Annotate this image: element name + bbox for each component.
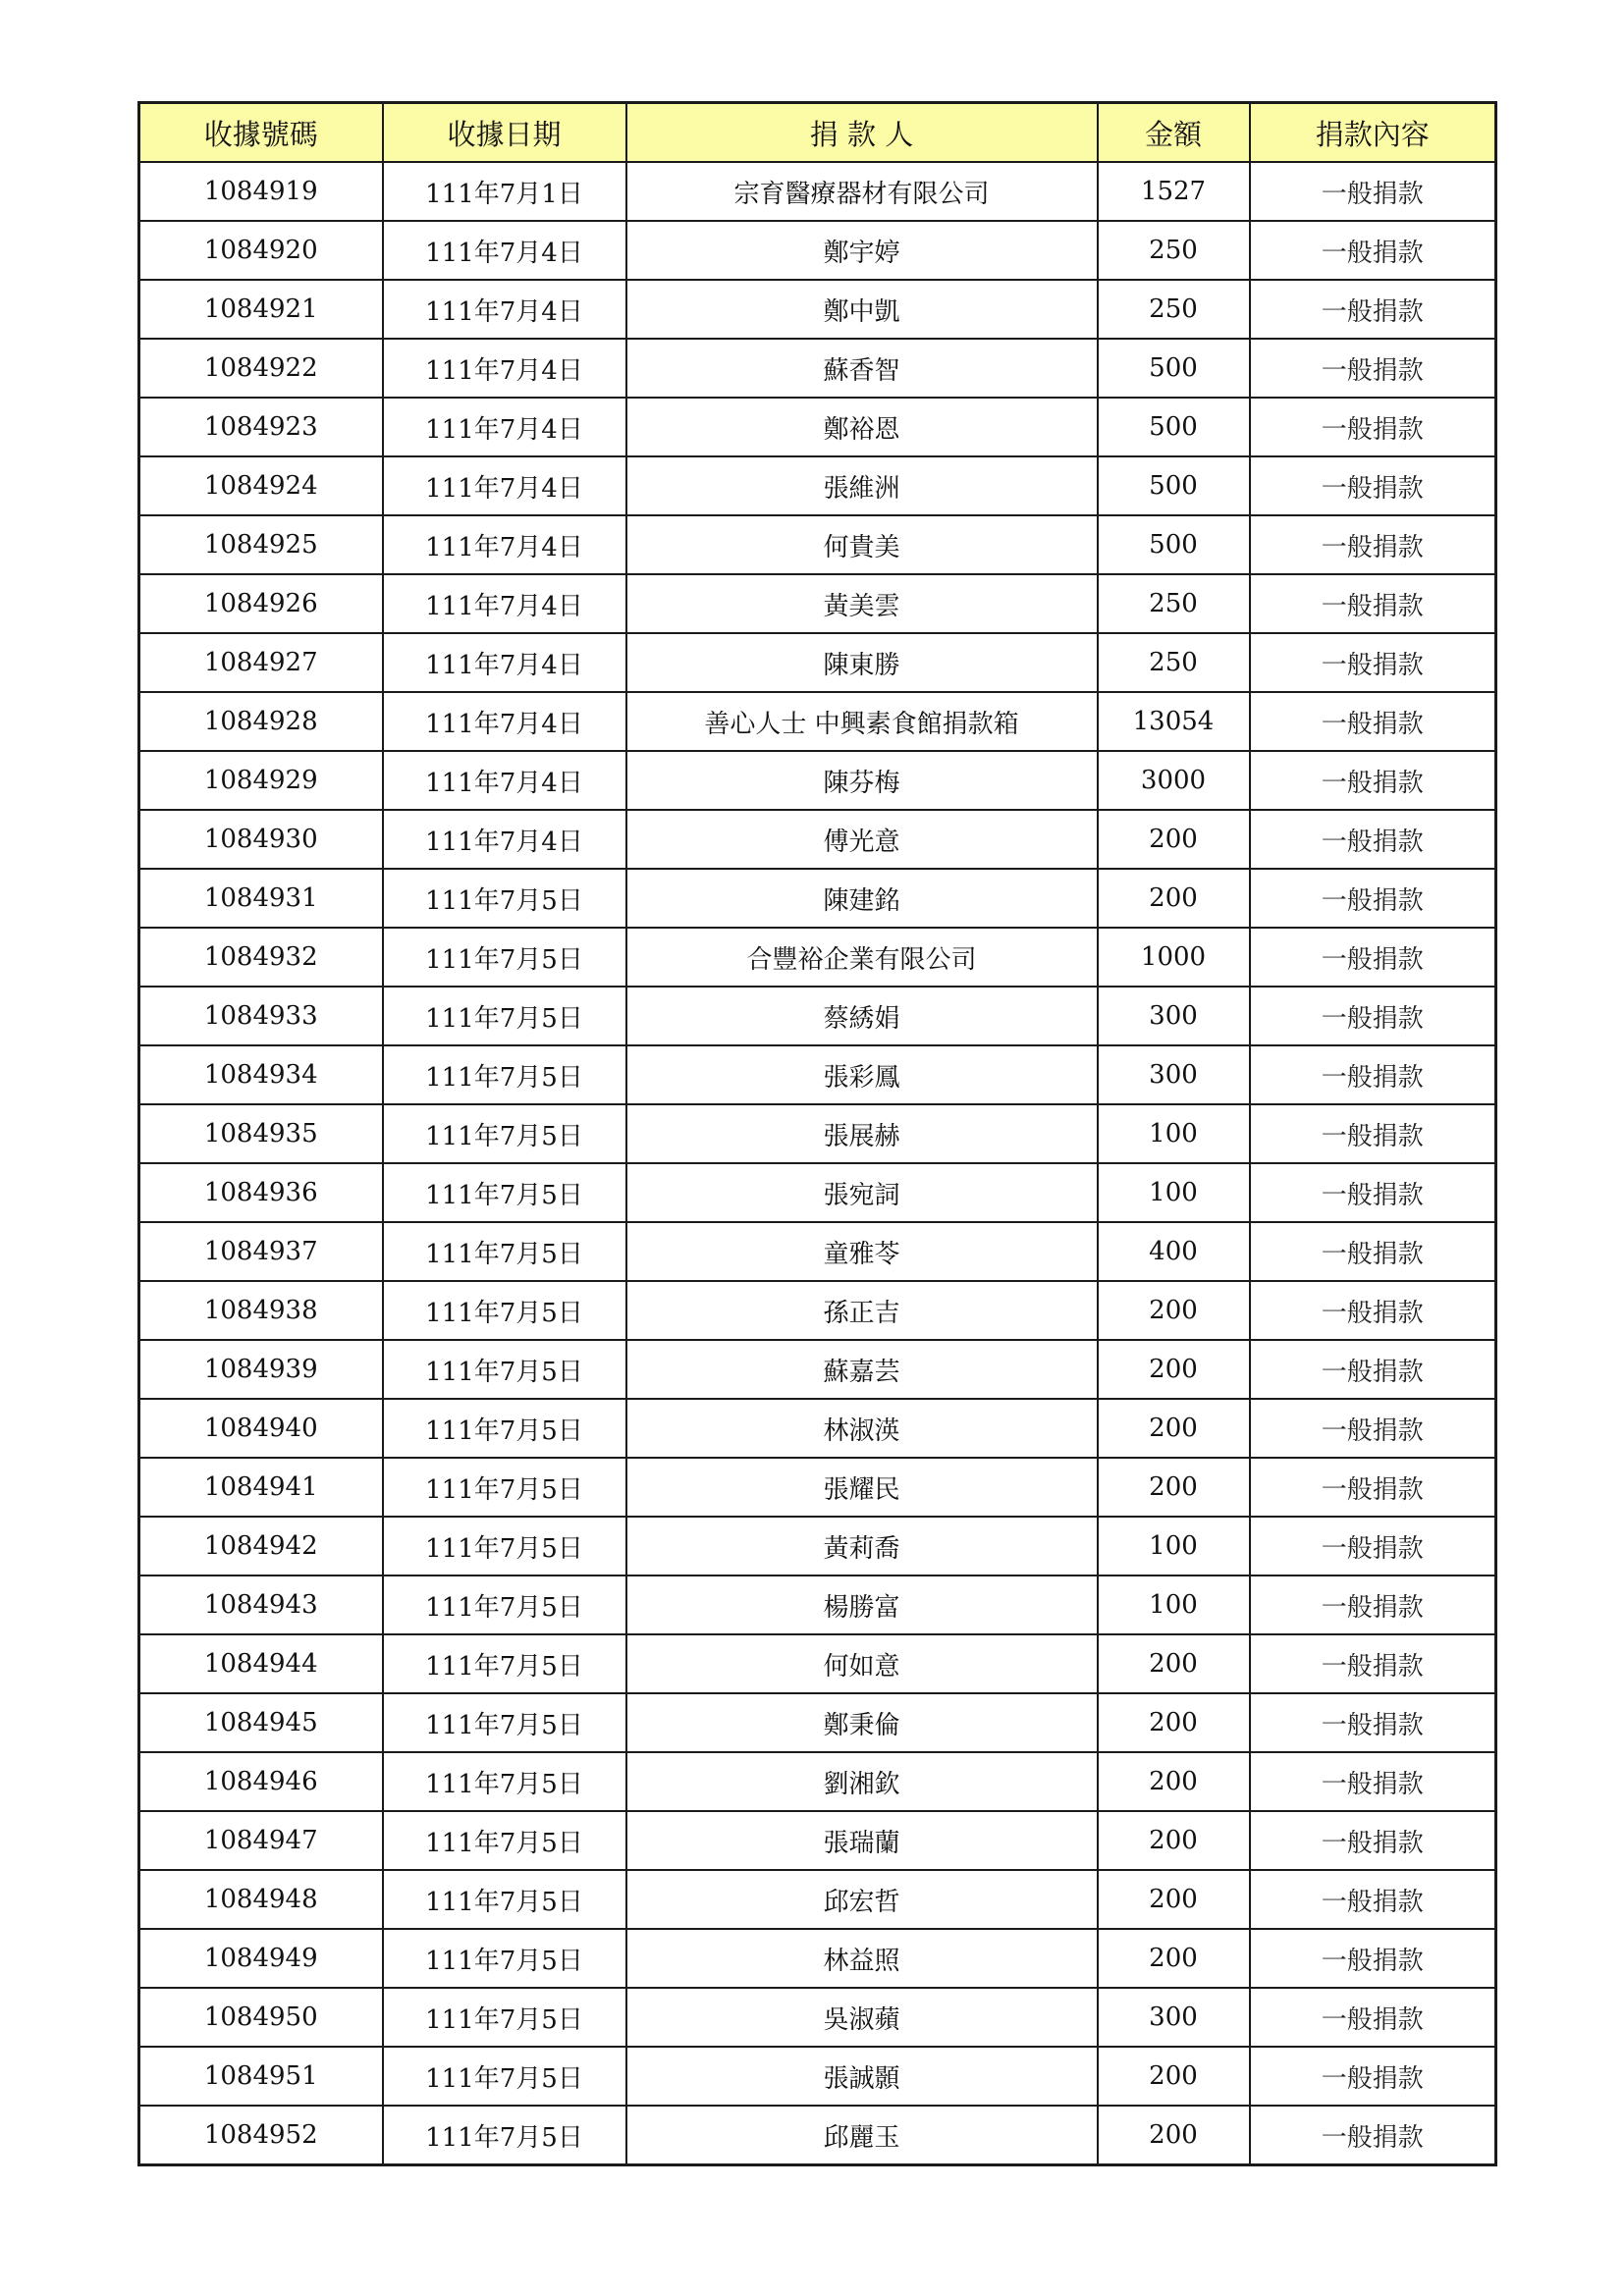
receipt-number-cell: 1084950 xyxy=(139,1988,383,2047)
receipt-date-cell: 111年7月5日 xyxy=(383,1811,626,1870)
donation-content-cell: 一般捐款 xyxy=(1250,1045,1496,1104)
receipt-number-cell: 1084949 xyxy=(139,1929,383,1988)
table-row xyxy=(139,1163,1496,1222)
header-receipt-date: 收據日期 xyxy=(383,103,626,163)
header-donor: 捐 款 人 xyxy=(626,103,1098,163)
donor-name-cell: 鄭中凱 xyxy=(626,280,1098,339)
table-row xyxy=(139,1811,1496,1870)
receipt-number-cell: 1084927 xyxy=(139,633,383,692)
receipt-number-cell: 1084932 xyxy=(139,928,383,987)
table-row xyxy=(139,456,1496,515)
donation-content-cell: 一般捐款 xyxy=(1250,810,1496,869)
amount-cell: 200 xyxy=(1098,1929,1250,1988)
donation-content-cell: 一般捐款 xyxy=(1250,1222,1496,1281)
donation-content-cell: 一般捐款 xyxy=(1250,1870,1496,1929)
donation-content-cell: 一般捐款 xyxy=(1250,1340,1496,1399)
donation-content-cell: 一般捐款 xyxy=(1250,1811,1496,1870)
donor-name-cell: 林益照 xyxy=(626,1929,1098,1988)
donor-name-cell: 童雅苓 xyxy=(626,1222,1098,1281)
table-row xyxy=(139,1281,1496,1340)
table-row xyxy=(139,751,1496,810)
donor-name-cell: 合豐裕企業有限公司 xyxy=(626,928,1098,987)
table-row xyxy=(139,2106,1496,2165)
receipt-number-cell: 1084936 xyxy=(139,1163,383,1222)
donor-name-cell: 黃莉喬 xyxy=(626,1517,1098,1575)
table-row xyxy=(139,1458,1496,1517)
receipt-date-cell: 111年7月5日 xyxy=(383,1870,626,1929)
receipt-date-cell: 111年7月5日 xyxy=(383,1929,626,1988)
amount-cell: 100 xyxy=(1098,1575,1250,1634)
receipt-date-cell: 111年7月5日 xyxy=(383,1575,626,1634)
amount-cell: 100 xyxy=(1098,1517,1250,1575)
donor-name-cell: 張維洲 xyxy=(626,456,1098,515)
amount-cell: 400 xyxy=(1098,1222,1250,1281)
amount-cell: 300 xyxy=(1098,987,1250,1045)
receipt-number-cell: 1084924 xyxy=(139,456,383,515)
donation-content-cell: 一般捐款 xyxy=(1250,1988,1496,2047)
receipt-number-cell: 1084933 xyxy=(139,987,383,1045)
table-row xyxy=(139,1929,1496,1988)
header-content: 捐款內容 xyxy=(1250,103,1496,163)
donor-name-cell: 張宛詞 xyxy=(626,1163,1098,1222)
amount-cell: 200 xyxy=(1098,1693,1250,1752)
table-row xyxy=(139,869,1496,928)
table-row xyxy=(139,162,1496,221)
table-row xyxy=(139,398,1496,456)
receipt-date-cell: 111年7月4日 xyxy=(383,339,626,398)
receipt-number-cell: 1084944 xyxy=(139,1634,383,1693)
donation-content-cell: 一般捐款 xyxy=(1250,928,1496,987)
donor-name-cell: 張彩鳳 xyxy=(626,1045,1098,1104)
receipt-date-cell: 111年7月4日 xyxy=(383,456,626,515)
amount-cell: 200 xyxy=(1098,2047,1250,2106)
donor-name-cell: 何貴美 xyxy=(626,515,1098,574)
donation-content-cell: 一般捐款 xyxy=(1250,1693,1496,1752)
donor-name-cell: 鄭裕恩 xyxy=(626,398,1098,456)
receipt-date-cell: 111年7月5日 xyxy=(383,1634,626,1693)
amount-cell: 300 xyxy=(1098,1988,1250,2047)
donor-name-cell: 傅光意 xyxy=(626,810,1098,869)
donor-name-cell: 吳淑蘋 xyxy=(626,1988,1098,2047)
donor-name-cell: 陳建銘 xyxy=(626,869,1098,928)
receipt-date-cell: 111年7月4日 xyxy=(383,633,626,692)
receipt-date-cell: 111年7月4日 xyxy=(383,221,626,280)
receipt-date-cell: 111年7月5日 xyxy=(383,1752,626,1811)
donor-name-cell: 邱宏哲 xyxy=(626,1870,1098,1929)
receipt-number-cell: 1084946 xyxy=(139,1752,383,1811)
receipt-date-cell: 111年7月5日 xyxy=(383,1340,626,1399)
receipt-number-cell: 1084934 xyxy=(139,1045,383,1104)
amount-cell: 1527 xyxy=(1098,162,1250,221)
receipt-number-cell: 1084929 xyxy=(139,751,383,810)
table-row xyxy=(139,1575,1496,1634)
amount-cell: 250 xyxy=(1098,221,1250,280)
table-row xyxy=(139,633,1496,692)
donation-content-cell: 一般捐款 xyxy=(1250,280,1496,339)
donor-name-cell: 張耀民 xyxy=(626,1458,1098,1517)
amount-cell: 3000 xyxy=(1098,751,1250,810)
amount-cell: 500 xyxy=(1098,398,1250,456)
amount-cell: 100 xyxy=(1098,1163,1250,1222)
table-row xyxy=(139,987,1496,1045)
donor-name-cell: 林淑渶 xyxy=(626,1399,1098,1458)
donation-content-cell: 一般捐款 xyxy=(1250,692,1496,751)
table-row xyxy=(139,280,1496,339)
table-row xyxy=(139,1988,1496,2047)
receipt-date-cell: 111年7月5日 xyxy=(383,1988,626,2047)
amount-cell: 100 xyxy=(1098,1104,1250,1163)
receipt-date-cell: 111年7月5日 xyxy=(383,987,626,1045)
receipt-number-cell: 1084940 xyxy=(139,1399,383,1458)
receipt-number-cell: 1084925 xyxy=(139,515,383,574)
donor-name-cell: 蘇香智 xyxy=(626,339,1098,398)
receipt-number-cell: 1084938 xyxy=(139,1281,383,1340)
receipt-date-cell: 111年7月5日 xyxy=(383,1517,626,1575)
donation-content-cell: 一般捐款 xyxy=(1250,1163,1496,1222)
table-row xyxy=(139,1045,1496,1104)
donor-name-cell: 蘇嘉芸 xyxy=(626,1340,1098,1399)
receipt-date-cell: 111年7月5日 xyxy=(383,1163,626,1222)
receipt-date-cell: 111年7月5日 xyxy=(383,1045,626,1104)
header-row xyxy=(139,103,1496,163)
donation-table xyxy=(137,101,1497,2166)
donation-content-cell: 一般捐款 xyxy=(1250,633,1496,692)
receipt-date-cell: 111年7月4日 xyxy=(383,810,626,869)
receipt-date-cell: 111年7月4日 xyxy=(383,280,626,339)
table-row xyxy=(139,1693,1496,1752)
donor-name-cell: 邱麗玉 xyxy=(626,2106,1098,2165)
receipt-date-cell: 111年7月5日 xyxy=(383,1222,626,1281)
table-row xyxy=(139,928,1496,987)
receipt-date-cell: 111年7月5日 xyxy=(383,1399,626,1458)
table-body xyxy=(139,162,1496,2165)
receipt-number-cell: 1084943 xyxy=(139,1575,383,1634)
receipt-date-cell: 111年7月4日 xyxy=(383,751,626,810)
receipt-date-cell: 111年7月5日 xyxy=(383,1281,626,1340)
table-row xyxy=(139,515,1496,574)
donation-content-cell: 一般捐款 xyxy=(1250,515,1496,574)
donor-name-cell: 張瑞蘭 xyxy=(626,1811,1098,1870)
amount-cell: 500 xyxy=(1098,456,1250,515)
table-row xyxy=(139,1517,1496,1575)
receipt-number-cell: 1084919 xyxy=(139,162,383,221)
receipt-number-cell: 1084931 xyxy=(139,869,383,928)
donation-content-cell: 一般捐款 xyxy=(1250,1104,1496,1163)
donor-name-cell: 鄭秉倫 xyxy=(626,1693,1098,1752)
receipt-number-cell: 1084923 xyxy=(139,398,383,456)
receipt-number-cell: 1084930 xyxy=(139,810,383,869)
receipt-number-cell: 1084941 xyxy=(139,1458,383,1517)
receipt-date-cell: 111年7月4日 xyxy=(383,692,626,751)
donor-name-cell: 黃美雲 xyxy=(626,574,1098,633)
amount-cell: 200 xyxy=(1098,810,1250,869)
donation-content-cell: 一般捐款 xyxy=(1250,1752,1496,1811)
amount-cell: 250 xyxy=(1098,280,1250,339)
receipt-number-cell: 1084920 xyxy=(139,221,383,280)
amount-cell: 13054 xyxy=(1098,692,1250,751)
table-row xyxy=(139,1340,1496,1399)
receipt-number-cell: 1084921 xyxy=(139,280,383,339)
donation-content-cell: 一般捐款 xyxy=(1250,221,1496,280)
table-row xyxy=(139,574,1496,633)
receipt-date-cell: 111年7月1日 xyxy=(383,162,626,221)
receipt-date-cell: 111年7月5日 xyxy=(383,1693,626,1752)
table-row xyxy=(139,1222,1496,1281)
amount-cell: 250 xyxy=(1098,574,1250,633)
table-header xyxy=(139,103,1496,163)
amount-cell: 200 xyxy=(1098,1752,1250,1811)
table-row xyxy=(139,810,1496,869)
receipt-date-cell: 111年7月5日 xyxy=(383,2047,626,2106)
amount-cell: 200 xyxy=(1098,1340,1250,1399)
receipt-date-cell: 111年7月5日 xyxy=(383,1458,626,1517)
table-row xyxy=(139,1870,1496,1929)
header-amount: 金額 xyxy=(1098,103,1250,163)
receipt-date-cell: 111年7月5日 xyxy=(383,928,626,987)
table-row xyxy=(139,221,1496,280)
amount-cell: 200 xyxy=(1098,1458,1250,1517)
table-row xyxy=(139,339,1496,398)
donation-content-cell: 一般捐款 xyxy=(1250,1929,1496,1988)
table-row xyxy=(139,1752,1496,1811)
donor-name-cell: 蔡綉娟 xyxy=(626,987,1098,1045)
amount-cell: 200 xyxy=(1098,1811,1250,1870)
donor-name-cell: 何如意 xyxy=(626,1634,1098,1693)
donor-name-cell: 張誠顥 xyxy=(626,2047,1098,2106)
donation-content-cell: 一般捐款 xyxy=(1250,162,1496,221)
amount-cell: 200 xyxy=(1098,1870,1250,1929)
receipt-date-cell: 111年7月5日 xyxy=(383,1104,626,1163)
donation-content-cell: 一般捐款 xyxy=(1250,869,1496,928)
receipt-number-cell: 1084942 xyxy=(139,1517,383,1575)
donation-content-cell: 一般捐款 xyxy=(1250,1517,1496,1575)
donor-name-cell: 鄭宇婷 xyxy=(626,221,1098,280)
donation-content-cell: 一般捐款 xyxy=(1250,1575,1496,1634)
donor-name-cell: 張展赫 xyxy=(626,1104,1098,1163)
donation-content-cell: 一般捐款 xyxy=(1250,1458,1496,1517)
donation-content-cell: 一般捐款 xyxy=(1250,751,1496,810)
amount-cell: 200 xyxy=(1098,1281,1250,1340)
table-row xyxy=(139,1399,1496,1458)
receipt-number-cell: 1084937 xyxy=(139,1222,383,1281)
amount-cell: 500 xyxy=(1098,515,1250,574)
receipt-number-cell: 1084948 xyxy=(139,1870,383,1929)
amount-cell: 500 xyxy=(1098,339,1250,398)
donation-content-cell: 一般捐款 xyxy=(1250,574,1496,633)
table-row xyxy=(139,1104,1496,1163)
donation-content-cell: 一般捐款 xyxy=(1250,1634,1496,1693)
amount-cell: 200 xyxy=(1098,869,1250,928)
receipt-number-cell: 1084951 xyxy=(139,2047,383,2106)
donation-content-cell: 一般捐款 xyxy=(1250,1281,1496,1340)
receipt-number-cell: 1084947 xyxy=(139,1811,383,1870)
amount-cell: 1000 xyxy=(1098,928,1250,987)
amount-cell: 250 xyxy=(1098,633,1250,692)
receipt-number-cell: 1084935 xyxy=(139,1104,383,1163)
table-row xyxy=(139,1634,1496,1693)
donor-name-cell: 劉湘欽 xyxy=(626,1752,1098,1811)
donation-content-cell: 一般捐款 xyxy=(1250,1399,1496,1458)
receipt-number-cell: 1084926 xyxy=(139,574,383,633)
donation-content-cell: 一般捐款 xyxy=(1250,2106,1496,2165)
donation-content-cell: 一般捐款 xyxy=(1250,339,1496,398)
receipt-number-cell: 1084939 xyxy=(139,1340,383,1399)
donation-content-cell: 一般捐款 xyxy=(1250,398,1496,456)
donor-name-cell: 楊勝富 xyxy=(626,1575,1098,1634)
donation-content-cell: 一般捐款 xyxy=(1250,987,1496,1045)
amount-cell: 200 xyxy=(1098,1399,1250,1458)
receipt-number-cell: 1084922 xyxy=(139,339,383,398)
amount-cell: 200 xyxy=(1098,1634,1250,1693)
amount-cell: 300 xyxy=(1098,1045,1250,1104)
donor-name-cell: 陳東勝 xyxy=(626,633,1098,692)
receipt-date-cell: 111年7月5日 xyxy=(383,2106,626,2165)
table-row xyxy=(139,692,1496,751)
donor-name-cell: 善心人士 中興素食館捐款箱 xyxy=(626,692,1098,751)
donation-content-cell: 一般捐款 xyxy=(1250,2047,1496,2106)
donation-content-cell: 一般捐款 xyxy=(1250,456,1496,515)
receipt-date-cell: 111年7月4日 xyxy=(383,574,626,633)
receipt-number-cell: 1084952 xyxy=(139,2106,383,2165)
amount-cell: 200 xyxy=(1098,2106,1250,2165)
header-receipt-no: 收據號碼 xyxy=(139,103,383,163)
receipt-number-cell: 1084928 xyxy=(139,692,383,751)
donor-name-cell: 宗育醫療器材有限公司 xyxy=(626,162,1098,221)
table-row xyxy=(139,2047,1496,2106)
receipt-date-cell: 111年7月4日 xyxy=(383,398,626,456)
receipt-number-cell: 1084945 xyxy=(139,1693,383,1752)
donor-name-cell: 孫正吉 xyxy=(626,1281,1098,1340)
receipt-date-cell: 111年7月5日 xyxy=(383,869,626,928)
receipt-date-cell: 111年7月4日 xyxy=(383,515,626,574)
donor-name-cell: 陳芬梅 xyxy=(626,751,1098,810)
